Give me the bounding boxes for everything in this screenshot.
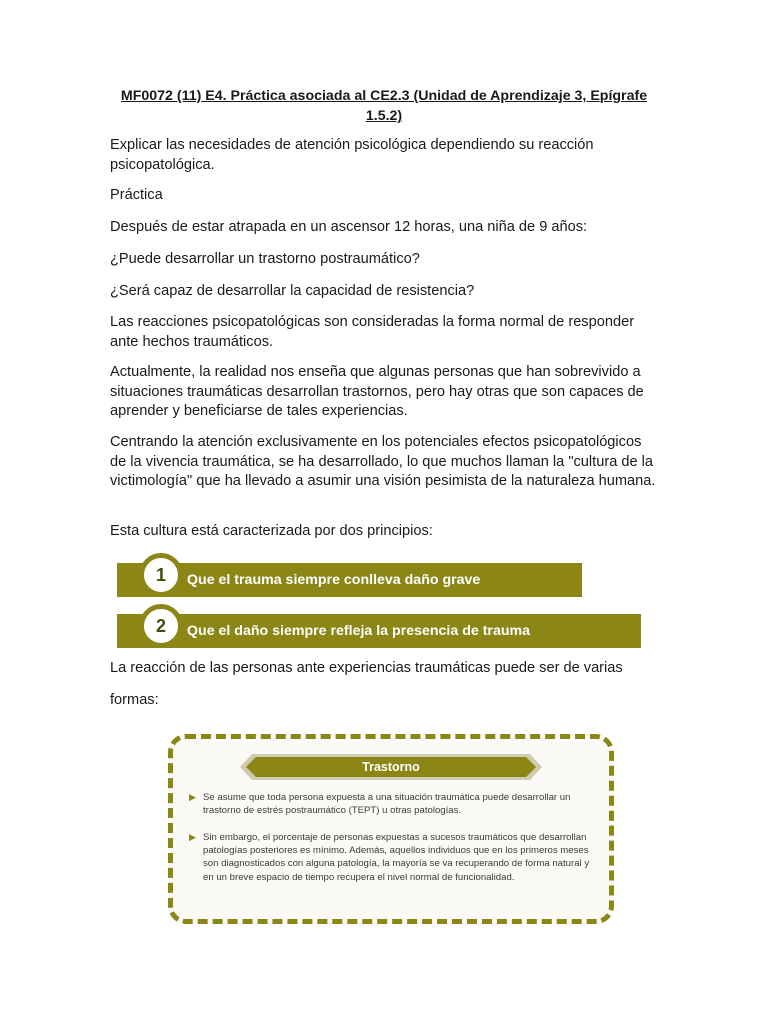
infobox-bullet-1: [189, 791, 599, 817]
question-trastorno: ¿Puede desarrollar un trastorno postraumático?: [110, 251, 420, 267]
bullet-arrow-icon: ▶: [189, 832, 196, 842]
paragraph-objective: Explicar las necesidades de atención psicológica dependiendo su reacción psicopatológica.: [110, 137, 594, 173]
trastorno-infobox: [168, 734, 614, 924]
paragraph-principios: Esta cultura está caracterizada por dos principios:: [110, 523, 433, 539]
paragraph-practica: Práctica: [110, 187, 163, 203]
infobox-bullet-2-text: Sin embargo, el porcentaje de personas expuestas a sucesos traumáticos que desarrollan patologías posteriores es mínimo. Además, aquellos individuos que en los primeros meses son diagnosticados con alguna patología, la mayoría se va recuperando de forma natural y en un breve espacio de tiempo recupera el nivel normal de funcionalidad.: [203, 832, 590, 883]
paragraph-actualmente: Actualmente, la realidad nos enseña que algunas personas que han sobrevivido a situaciones traumáticas desarrollan trastornos, pero hay otras que son capaces de aprender y beneficiarse de tales experiencias.: [110, 364, 644, 420]
principle-1-text: Que el trauma siempre conlleva daño grave: [187, 572, 481, 588]
infobox-bullet-2: [189, 831, 599, 884]
document-title: MF0072 (11) E4. Práctica asociada al CE2.3 (Unidad de Aprendizaje 3, Epígrafe 1.5.2): [120, 88, 648, 124]
principle-1-banner: [117, 563, 582, 597]
question-resistencia: ¿Será capaz de desarrollar la capacidad de resistencia?: [110, 283, 475, 299]
paragraph-reacciones: Las reacciones psicopatológicas son consideradas la forma normal de responder ante hechos traumáticos.: [110, 314, 635, 350]
infobox-bullet-1-text: Se asume que toda persona expuesta a una situación traumática puede desarrollar un trastorno de estrés postraumático (TEPT) u otras patologías.: [203, 792, 571, 817]
principle-2-number: 2: [139, 604, 183, 648]
infobox-ribbon: [240, 753, 542, 781]
paragraph-reaccion-line2: formas:: [110, 692, 159, 708]
paragraph-case: Después de estar atrapada en un ascensor 12 horas, una niña de 9 años:: [110, 219, 588, 235]
principle-2-banner: [117, 614, 641, 648]
infobox-title: Trastorno: [362, 760, 420, 774]
paragraph-cultura: Centrando la atención exclusivamente en los potenciales efectos psicopatológicos de la vivencia traumática, se ha desarrollado, lo que muchos llaman la "cultura de la victimología" que ha llevado a asumir una visión pesimista de la naturaleza humana.: [110, 434, 656, 490]
principle-1-number: 1: [139, 553, 183, 597]
bullet-arrow-icon: ▶: [189, 792, 196, 802]
paragraph-reaccion-line1: La reacción de las personas ante experiencias traumáticas puede ser de varias: [110, 660, 623, 676]
principle-2-text: Que el daño siempre refleja la presencia de trauma: [187, 623, 531, 639]
